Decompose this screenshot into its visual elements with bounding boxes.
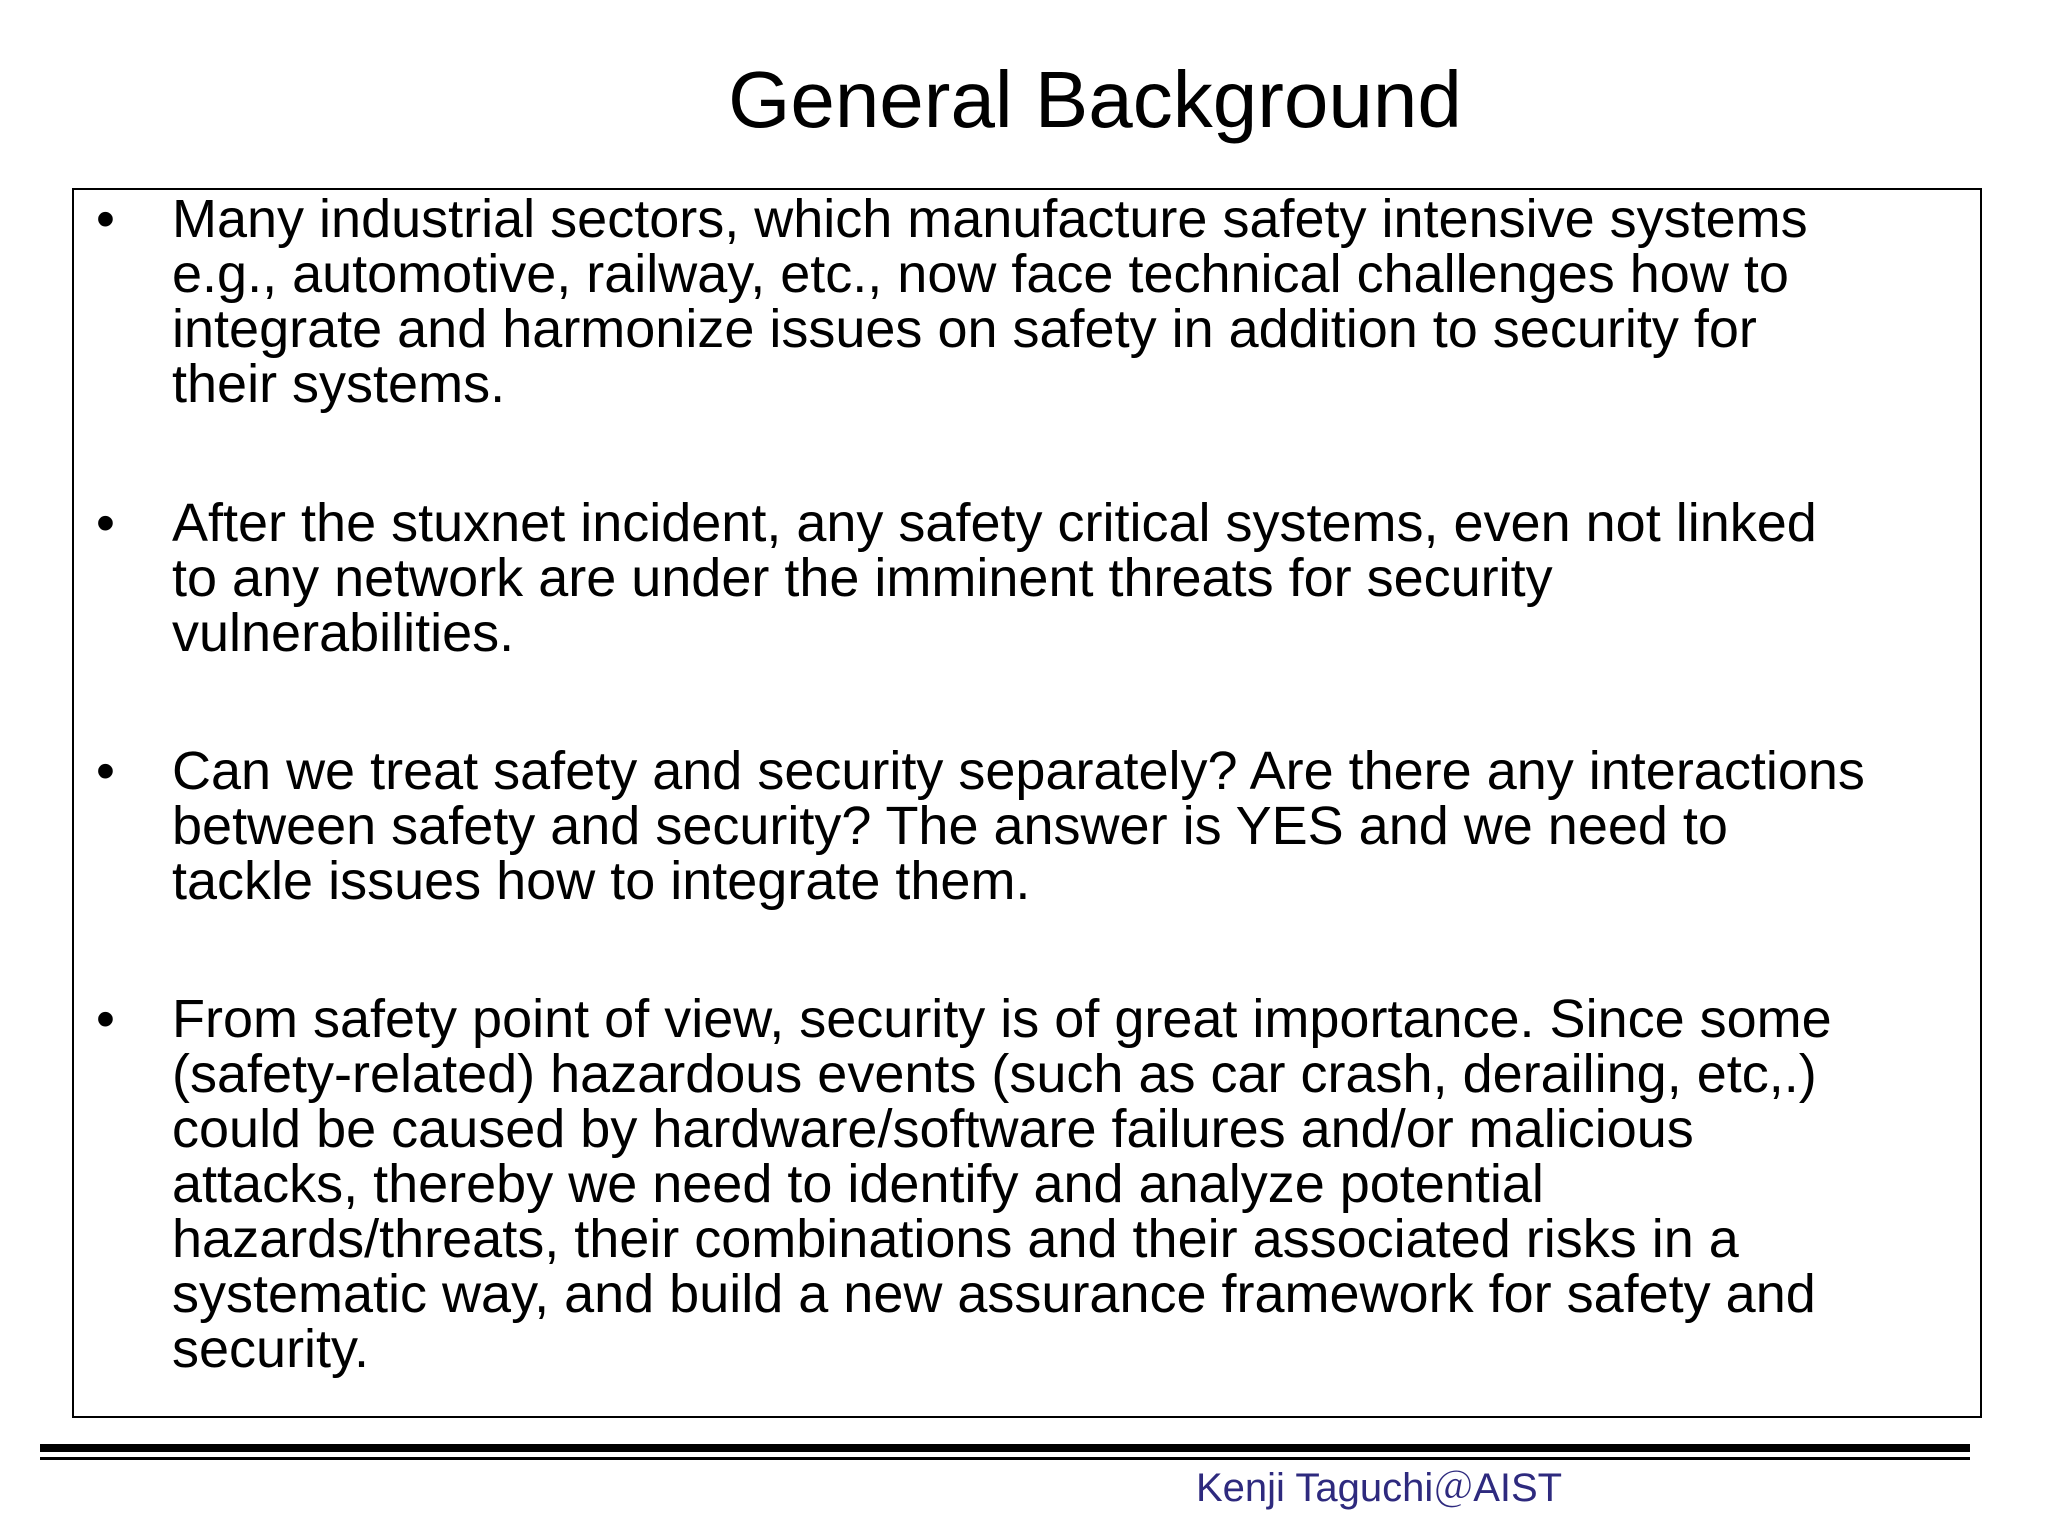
bullet-line: their systems. [172,354,506,414]
bullet-line: Many industrial sectors, which manufacture safety intensive systems [172,189,1808,249]
bullet-line: e.g., automotive, railway, etc., now face technical challenges how to [172,244,1789,304]
bullet-line: Can we treat safety and security separately? Are there any interactions [172,741,1865,801]
footer-divider-thick [40,1444,1970,1452]
slide-title: General Background [728,55,1462,144]
content-box [72,188,1982,1418]
bullet-line: (safety-related) hazardous events (such as car crash, derailing, etc,.) [172,1044,1817,1104]
bullet-line: to any network are under the imminent threats for security [172,548,1553,608]
bullet-line: could be caused by hardware/software failures and/or malicious [172,1099,1694,1159]
bullet-line: between safety and security? The answer is YES and we need to [172,796,1728,856]
bullet-marker: • [96,493,115,553]
footer-credit: Kenji Taguchi＠AIST [1196,1466,1563,1510]
bullet-line: systematic way, and build a new assurance framework for safety and [172,1264,1816,1324]
bullet-text [172,741,1972,911]
bullet-line: integrate and harmonize issues on safety in addition to security for [172,299,1757,359]
bullet-line: tackle issues how to integrate them. [172,851,1031,911]
bullet-text [172,189,1972,414]
bullet-line: security. [172,1319,370,1379]
bullet-marker: • [96,989,115,1049]
bullet-text [172,493,1972,663]
bullet-line: vulnerabilities. [172,603,515,663]
bullet-line: hazards/threats, their combinations and their associated risks in a [172,1209,1739,1269]
bullet-marker: • [96,741,115,801]
bullet-text [172,989,1972,1379]
bullet-line: From safety point of view, security is of great importance. Since some [172,989,1832,1049]
bullet-line: attacks, thereby we need to identify and analyze potential [172,1154,1544,1214]
bullet-line: After the stuxnet incident, any safety critical systems, even not linked [172,493,1817,553]
bullet-marker: • [96,189,115,249]
footer-divider-thin [40,1457,1970,1460]
